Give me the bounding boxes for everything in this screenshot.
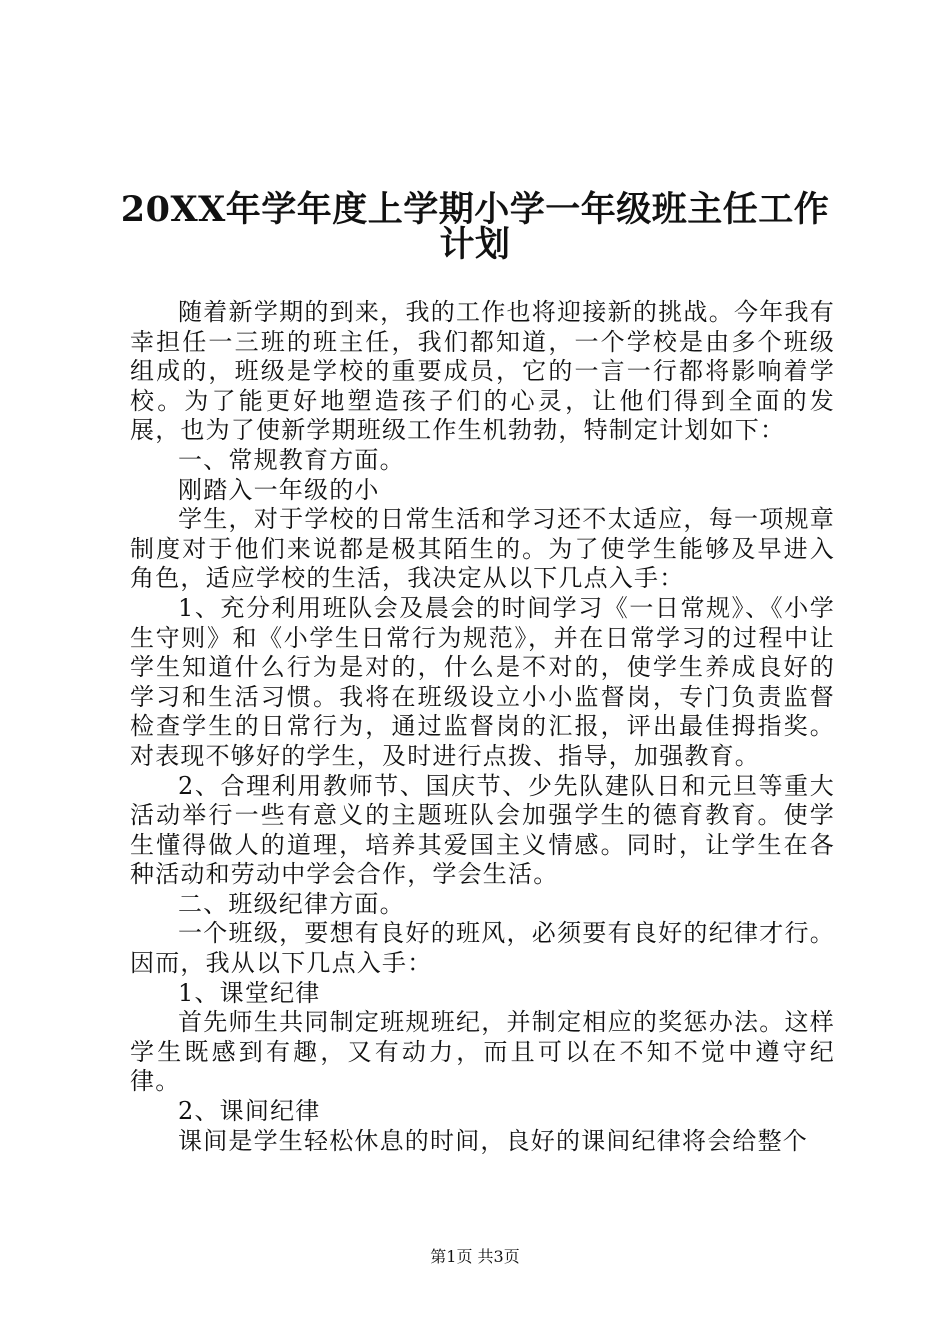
section-heading-discipline: 二、班级纪律方面。 xyxy=(178,889,405,918)
subheading-classroom-discipline: 1、课堂纪律 xyxy=(178,978,321,1007)
paragraph: 课间是学生轻松休息的时间，良好的课间纪律将会给整个 xyxy=(178,1126,808,1155)
subheading-recess-discipline: 2、课间纪律 xyxy=(178,1097,321,1126)
paragraph: 首先师生共同制定班规班纪，并制定相应的奖惩办法。这样学生既感到有趣，又有动力，而且可以在不知不觉中遵守纪律。 xyxy=(130,1008,835,1096)
paragraph-item-2: 2、合理利用教师节、国庆节、少先队建队日和元旦等重大活动举行一些有意义的主题班队会加强学生的德育教育。使学生懂得做人的道理，培养其爱国主义情感。同时，让学生在各种活动和劳动中学会合作，学会生活。 xyxy=(130,771,835,889)
paragraph-item-1: 1、充分利用班队会及晨会的时间学习《一日常规》、《小学生守则》和《小学生日常行为规范》，并在日常学习的过程中让学生知道什么行为是对的，什么是不对的，使学生养成良好的学习和生活习惯。我将在班级设立小小监督岗，专门负责监督检查学生的日常行为，通过监督岗的汇报，评出最佳拇指奖。对表现不够好的学生，及时进行点拨、指导，加强教育。 xyxy=(130,593,835,770)
section-heading-routine: 一、常规教育方面。 xyxy=(178,445,405,474)
paragraph-intro: 随着新学期的到来，我的工作也将迎接新的挑战。今年我有幸担任一三班的班主任，我们都知道，一个学校是由多个班级组成的，班级是学校的重要成员，它的一言一行都将影响着学校。为了能更好地塑造孩子们的心灵，让他们得到全面的发展，也为了使新学期班级工作生机勃勃，特制定计划如下： xyxy=(130,298,835,445)
document-title-line-1: 20XX年学年度上学期小学一年级班主任工作 xyxy=(120,189,830,230)
paragraph: 刚踏入一年级的小 xyxy=(178,475,380,504)
document-title-line-2: 计划 xyxy=(439,224,511,265)
page-number-footer: 第1页 共3页 xyxy=(430,1247,520,1266)
paragraph: 学生，对于学校的日常生活和学习还不太适应，每一项规章制度对于他们来说都是极其陌生的。为了使学生能够及早进入角色，适应学校的生活，我决定从以下几点入手： xyxy=(130,505,835,593)
document-body xyxy=(130,298,835,1156)
paragraph: 一个班级，要想有良好的班风，必须要有良好的纪律才行。因而，我从以下几点入手： xyxy=(130,919,835,978)
